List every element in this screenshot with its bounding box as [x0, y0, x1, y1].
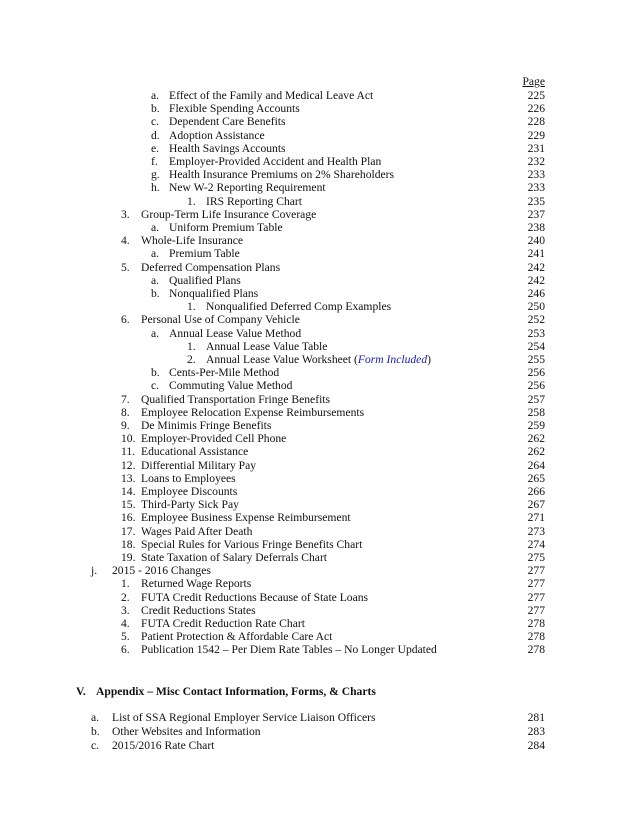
toc-entry[interactable]	[0, 604, 640, 617]
toc-entry-title: Nonqualified Plans	[169, 287, 259, 300]
toc-entry[interactable]	[0, 498, 640, 511]
toc-entry-page: 266	[527, 485, 545, 498]
toc-entry-marker: 13.	[121, 471, 136, 485]
toc-entry-marker: 1.	[187, 300, 196, 314]
section-marker: V.	[76, 685, 86, 698]
toc-entry-marker: 10.	[121, 432, 136, 446]
toc-entry-page: 262	[527, 445, 545, 459]
toc-entry[interactable]	[0, 168, 640, 181]
toc-entry-title: Returned Wage Reports	[141, 577, 252, 591]
toc-entry-marker: h.	[151, 181, 160, 195]
toc-entry-title: Dependent Care Benefits	[169, 115, 286, 129]
toc-entry-page: 237	[527, 207, 545, 221]
toc-entry-title: Educational Assistance	[141, 445, 249, 459]
toc-entry-title: Personal Use of Company Vehicle	[141, 313, 300, 327]
toc-entry-page: 267	[527, 498, 545, 512]
toc-entry-marker: 9.	[121, 419, 130, 432]
toc-entry[interactable]	[0, 591, 640, 604]
toc-entry-title: Third-Party Sick Pay	[141, 498, 239, 512]
toc-entry-page: 265	[527, 471, 545, 485]
toc-entry-page: 233	[527, 168, 545, 182]
toc-entry-title: De Minimis Fringe Benefits	[141, 419, 272, 432]
toc-entry-marker: 11.	[121, 445, 136, 459]
toc-entry-marker: 19.	[121, 551, 136, 564]
toc-entry[interactable]	[0, 551, 640, 564]
appendix-entry-page: 281	[527, 711, 545, 724]
toc-entry[interactable]	[0, 102, 640, 115]
toc-entry-marker: 14.	[121, 485, 136, 498]
toc-entry-marker: 18.	[121, 537, 136, 551]
toc-entry[interactable]	[0, 366, 640, 379]
toc-entry-page: 277	[527, 590, 545, 604]
toc-entry[interactable]	[0, 445, 640, 458]
toc-entry-marker: f.	[151, 155, 158, 168]
toc-entry-page: 258	[527, 405, 545, 419]
toc-entry-title: Uniform Premium Table	[169, 221, 283, 234]
toc-entry-title: FUTA Credit Reductions Because of State Loans	[141, 590, 369, 604]
toc-entry-page: 242	[527, 273, 545, 287]
toc-entry-page: 233	[527, 181, 545, 195]
toc-entry-page: 278	[527, 630, 545, 644]
toc-entry-title: Employer-Provided Accident and Health Plan	[169, 155, 382, 168]
toc-entry[interactable]	[0, 234, 640, 247]
toc-entry-title: Employee Relocation Expense Reimbursements	[141, 405, 365, 419]
toc-entry-title: Effect of the Family and Medical Leave Act	[169, 89, 374, 102]
toc-entry-marker: b.	[151, 287, 160, 300]
toc-entry-page: 257	[527, 392, 545, 406]
toc-entry[interactable]	[0, 393, 640, 406]
toc-entry-title: Patient Protection & Affordable Care Act	[141, 630, 333, 644]
toc-entry-marker: a.	[151, 273, 160, 287]
toc-entry-page: 254	[527, 339, 545, 353]
toc-entry-title: Annual Lease Value Method	[169, 326, 302, 340]
toc-entry-marker: 6.	[121, 313, 130, 327]
toc-entry-title: Publication 1542 – Per Diem Rate Tables – No Longer Updated	[141, 643, 437, 657]
toc-entry-marker: 2.	[121, 590, 130, 604]
toc-entry[interactable]	[0, 472, 640, 485]
toc-entry[interactable]	[0, 406, 640, 419]
toc-entry[interactable]	[0, 261, 640, 274]
toc-entry[interactable]	[0, 208, 640, 221]
toc-entry-title: FUTA Credit Reduction Rate Chart	[141, 617, 305, 630]
toc-entry[interactable]	[0, 617, 640, 630]
toc-entry-title: Whole-Life Insurance	[141, 234, 244, 248]
toc-entry[interactable]	[0, 313, 640, 326]
toc-entry-title: New W-2 Reporting Requirement	[169, 181, 326, 195]
toc-entry[interactable]	[0, 630, 640, 643]
toc-entry-page: 228	[527, 115, 545, 129]
toc-entry-marker: e.	[151, 141, 160, 155]
appendix-entry-page: 283	[527, 725, 545, 738]
toc-entry-title: Qualified Transportation Fringe Benefits	[141, 392, 331, 406]
toc-entry-title: Differential Military Pay	[141, 458, 257, 472]
toc-entry-title: Cents-Per-Mile Method	[169, 366, 280, 380]
toc-entry-page: 253	[527, 326, 545, 340]
toc-entry[interactable]	[0, 525, 640, 538]
toc-entry-title: IRS Reporting Chart	[206, 194, 302, 208]
toc-entry-page: 231	[527, 141, 545, 155]
toc-entry-marker: 3.	[121, 603, 130, 617]
toc-entry[interactable]	[0, 115, 640, 128]
toc-entry-marker: 6.	[121, 643, 130, 657]
toc-entry-marker: 7.	[121, 392, 130, 406]
toc-entry-page: 278	[527, 643, 545, 657]
toc-entry-marker: g.	[151, 168, 160, 182]
toc-entry-page: 241	[527, 247, 545, 261]
toc-entry[interactable]	[0, 129, 640, 142]
toc-entry-page: 259	[527, 419, 545, 432]
toc-entry-page: 277	[527, 603, 545, 617]
toc-entry-title: Loans to Employees	[141, 471, 236, 485]
toc-entry-page: 275	[527, 551, 545, 564]
toc-entry[interactable]	[0, 340, 640, 353]
toc-entry-marker: 3.	[121, 207, 130, 221]
toc-entry[interactable]	[0, 221, 640, 234]
toc-entry-page: 226	[527, 102, 545, 116]
toc-entry-page: 229	[527, 128, 545, 142]
toc-entry-marker: c.	[151, 379, 160, 393]
toc-entry-marker: 17.	[121, 524, 136, 538]
appendix-entry[interactable]	[0, 711, 640, 724]
toc-entry[interactable]	[0, 538, 640, 551]
appendix-entry-title: 2015/2016 Rate Chart	[112, 739, 215, 752]
toc-entry-title: Annual Lease Value Worksheet (Form Included)	[206, 353, 431, 366]
toc-entry-page: 278	[527, 617, 545, 630]
appendix-entry-marker: b.	[91, 725, 100, 738]
toc-entry-marker: b.	[151, 366, 160, 380]
toc-entry-marker: d.	[151, 128, 160, 142]
appendix-entry-title: List of SSA Regional Employer Service Liaison Officers	[112, 711, 376, 724]
appendix-entry[interactable]	[0, 725, 640, 738]
toc-entry-title: Credit Reductions States	[141, 603, 256, 617]
toc-entry[interactable]	[0, 485, 640, 498]
toc-entry-page: 240	[527, 234, 545, 248]
toc-entry-title: 2015 - 2016 Changes	[112, 564, 211, 578]
toc-entry-marker: a.	[151, 247, 160, 261]
toc-entry-marker: 5.	[121, 260, 130, 274]
appendix-entry-marker: a.	[91, 711, 100, 724]
toc-entry-marker: 2.	[187, 353, 196, 366]
toc-entry-page: 232	[527, 155, 545, 168]
toc-entry[interactable]	[0, 142, 640, 155]
toc-entry-page: 235	[527, 194, 545, 208]
toc-entry-page: 277	[527, 564, 545, 578]
toc-entry-page: 273	[527, 524, 545, 538]
toc-entry-marker: 4.	[121, 234, 130, 248]
toc-entry-page: 250	[527, 300, 545, 314]
toc-entry-marker: j.	[91, 564, 98, 578]
toc-entry-title: Premium Table	[169, 247, 240, 261]
toc-entry-page: 255	[527, 353, 545, 366]
toc-entry[interactable]	[0, 459, 640, 472]
toc-entry-title: Flexible Spending Accounts	[169, 102, 300, 116]
toc-entry-page: 246	[527, 287, 545, 300]
toc-entry-page: 252	[527, 313, 545, 327]
appendix-entry-title: Other Websites and Information	[112, 725, 261, 738]
toc-entry[interactable]	[0, 181, 640, 194]
appendix-entry-page: 284	[527, 739, 545, 752]
toc-entry-page: 264	[527, 458, 545, 472]
toc-entry-marker: a.	[151, 89, 160, 102]
toc-entry[interactable]	[0, 155, 640, 168]
toc-entry[interactable]	[0, 353, 640, 366]
toc-entry-title: Qualified Plans	[169, 273, 241, 287]
toc-entry-title: Employee Discounts	[141, 485, 238, 498]
section-title: Appendix – Misc Contact Information, Forms, & Charts	[96, 685, 376, 698]
toc-entry-title: Group-Term Life Insurance Coverage	[141, 207, 317, 221]
toc-entry-title: Health Savings Accounts	[169, 141, 286, 155]
toc-entry-marker: 1.	[187, 194, 196, 208]
toc-entry-page: 225	[527, 89, 545, 102]
appendix-entry[interactable]	[0, 739, 640, 752]
toc-entry-page: 274	[527, 537, 545, 551]
toc-entry-title: Annual Lease Value Table	[206, 339, 328, 353]
toc-entry-marker: 8.	[121, 405, 130, 419]
toc-entry-title: Deferred Compensation Plans	[141, 260, 281, 274]
toc-entry[interactable]	[0, 327, 640, 340]
toc-entry[interactable]	[0, 89, 640, 102]
toc-entry[interactable]	[0, 577, 640, 590]
toc-entry-marker: c.	[151, 115, 160, 129]
toc-entry[interactable]	[0, 274, 640, 287]
toc-entry-marker: 4.	[121, 617, 130, 630]
toc-entry-page: 238	[527, 221, 545, 234]
toc-entry-page: 277	[527, 577, 545, 591]
toc-entry-title: Employee Business Expense Reimbursement	[141, 511, 351, 525]
toc-entry-page: 256	[527, 366, 545, 380]
toc-entry[interactable]	[0, 643, 640, 656]
toc-entry[interactable]	[0, 564, 640, 577]
toc-entry-marker: 1.	[187, 339, 196, 353]
toc-entry-page: 262	[527, 432, 545, 446]
toc-entry-title: Wages Paid After Death	[141, 524, 253, 538]
toc-entry-title: Special Rules for Various Fringe Benefits Chart	[141, 537, 363, 551]
toc-entry-emphasis: Form Included	[357, 353, 428, 366]
toc-entry[interactable]	[0, 195, 640, 208]
toc-entry[interactable]	[0, 287, 640, 300]
toc-entry-marker: b.	[151, 102, 160, 116]
toc-entry-title: State Taxation of Salary Deferrals Chart	[141, 551, 328, 564]
toc-entry-title: Employer-Provided Cell Phone	[141, 432, 287, 446]
toc-entry-marker: a.	[151, 221, 160, 234]
toc-entry-marker: 16.	[121, 511, 136, 525]
toc-entry[interactable]	[0, 419, 640, 432]
toc-entry-marker: a.	[151, 326, 160, 340]
toc-entry-marker: 5.	[121, 630, 130, 644]
toc-entry-marker: 15.	[121, 498, 136, 512]
toc-entry-page: 242	[527, 260, 545, 274]
toc-entry[interactable]	[0, 247, 640, 260]
section-heading	[0, 685, 640, 698]
toc-entry-title: Commuting Value Method	[169, 379, 293, 393]
toc-entry-title: Nonqualified Deferred Comp Examples	[206, 300, 392, 314]
appendix-entry-marker: c.	[91, 739, 100, 752]
toc-entry[interactable]	[0, 379, 640, 392]
toc-entry[interactable]	[0, 511, 640, 524]
toc-entry-page: 271	[527, 511, 545, 525]
toc-entry-page: 256	[527, 379, 545, 393]
toc-entry[interactable]	[0, 432, 640, 445]
toc-entry-title: Adoption Assistance	[169, 128, 265, 142]
page-header-label: Page	[522, 75, 545, 88]
toc-entry-title: Health Insurance Premiums on 2% Shareholders	[169, 168, 395, 182]
toc-entry[interactable]	[0, 300, 640, 313]
toc-entry-marker: 12.	[121, 458, 136, 472]
toc-entry-marker: 1.	[121, 577, 130, 591]
